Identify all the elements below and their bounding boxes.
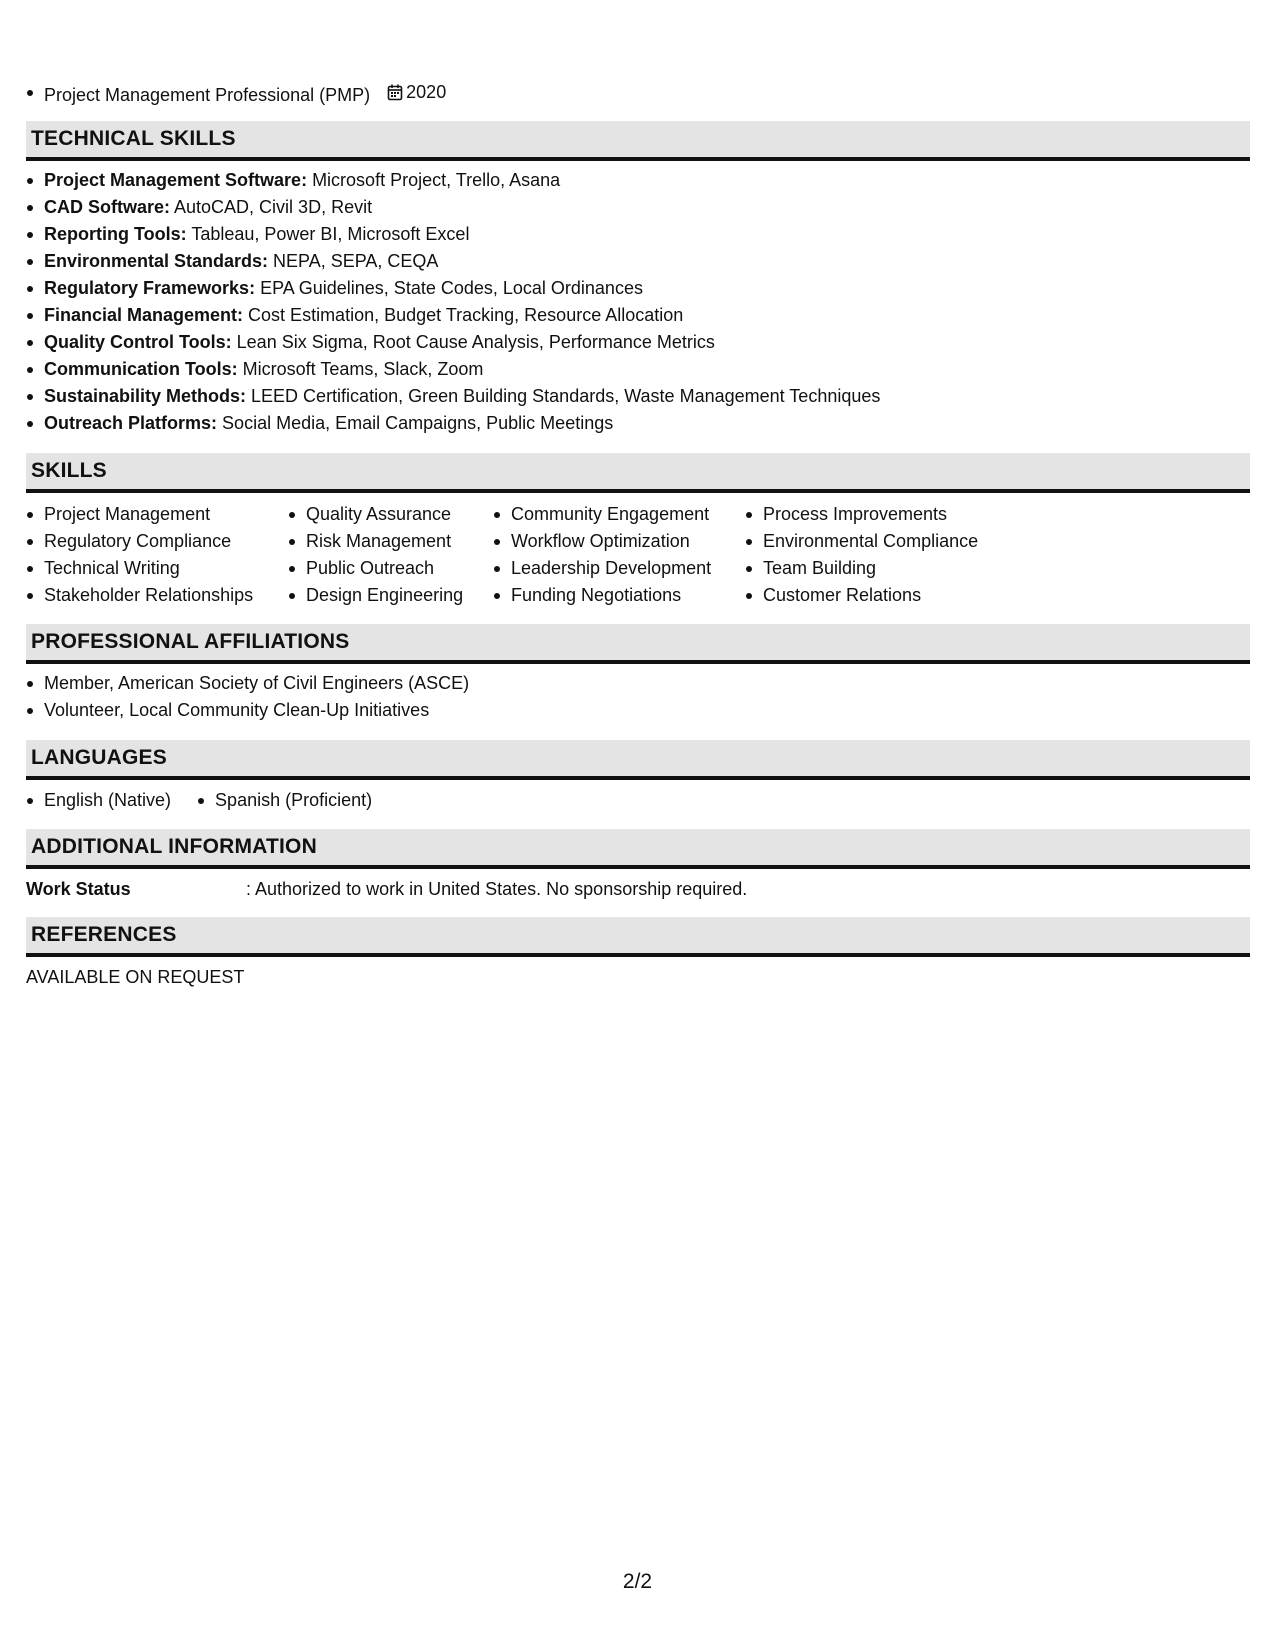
technical-skill-item: Sustainability Methods: LEED Certification, Green Building Standards, Waste Management Techniques [26, 383, 880, 410]
calendar-icon [387, 84, 403, 101]
affiliations-list [26, 670, 469, 724]
skill-item: Risk Management [288, 528, 463, 555]
references-heading: REFERENCES [26, 917, 1250, 957]
skills-column [745, 501, 978, 609]
skill-item: Community Engagement [493, 501, 711, 528]
work-status-value: : Authorized to work in United States. No sponsorship required. [246, 879, 748, 899]
skill-item: Customer Relations [745, 582, 978, 609]
skill-item: Technical Writing [26, 555, 253, 582]
skill-item: Regulatory Compliance [26, 528, 253, 555]
technical-skill-item: Project Management Software: Microsoft Project, Trello, Asana [26, 167, 880, 194]
technical-skill-item: Financial Management: Cost Estimation, Budget Tracking, Resource Allocation [26, 302, 880, 329]
skills-column [26, 501, 253, 609]
work-status-label: Work Status [26, 879, 131, 899]
skills-column [493, 501, 711, 609]
affiliations-heading: PROFESSIONAL AFFILIATIONS [26, 624, 1250, 664]
skill-item: Leadership Development [493, 555, 711, 582]
skill-item: Quality Assurance [288, 501, 463, 528]
technical-skills-heading: TECHNICAL SKILLS [26, 121, 1250, 161]
technical-skill-item: Regulatory Frameworks: EPA Guidelines, State Codes, Local Ordinances [26, 275, 880, 302]
technical-skill-item: Outreach Platforms: Social Media, Email Campaigns, Public Meetings [26, 410, 880, 437]
technical-skills-list [26, 167, 880, 437]
skill-item: Team Building [745, 555, 978, 582]
technical-skill-item: Environmental Standards: NEPA, SEPA, CEQA [26, 248, 880, 275]
page-number: 2/2 [622, 1570, 653, 1593]
technical-skill-item: Reporting Tools: Tableau, Power BI, Microsoft Excel [26, 221, 880, 248]
affiliation-item: Volunteer, Local Community Clean-Up Initiatives [26, 697, 469, 724]
additional-info-heading: ADDITIONAL INFORMATION [26, 829, 1250, 869]
affiliation-item: Member, American Society of Civil Engineers (ASCE) [26, 670, 469, 697]
certification-list [26, 79, 446, 109]
technical-skill-item: Communication Tools: Microsoft Teams, Slack, Zoom [26, 356, 880, 383]
languages-heading: LANGUAGES [26, 740, 1250, 780]
skill-item: Environmental Compliance [745, 528, 978, 555]
language-item: English (Native) [26, 787, 171, 814]
skills-heading: SKILLS [26, 453, 1250, 493]
skill-item: Stakeholder Relationships [26, 582, 253, 609]
skill-item: Funding Negotiations [493, 582, 711, 609]
languages-list [26, 787, 398, 814]
language-item: Spanish (Proficient) [197, 787, 372, 814]
skill-item: Process Improvements [745, 501, 978, 528]
certification-name: Project Management Professional (PMP) [44, 85, 371, 105]
technical-skill-item: Quality Control Tools: Lean Six Sigma, Root Cause Analysis, Performance Metrics [26, 329, 880, 356]
certification-item [26, 79, 446, 109]
technical-skill-item: CAD Software: AutoCAD, Civil 3D, Revit [26, 194, 880, 221]
skills-column [288, 501, 463, 609]
skill-item: Design Engineering [288, 582, 463, 609]
skill-item: Workflow Optimization [493, 528, 711, 555]
references-text: AVAILABLE ON REQUEST [26, 967, 245, 987]
skill-item: Public Outreach [288, 555, 463, 582]
certification-year: 2020 [406, 82, 447, 102]
skill-item: Project Management [26, 501, 253, 528]
